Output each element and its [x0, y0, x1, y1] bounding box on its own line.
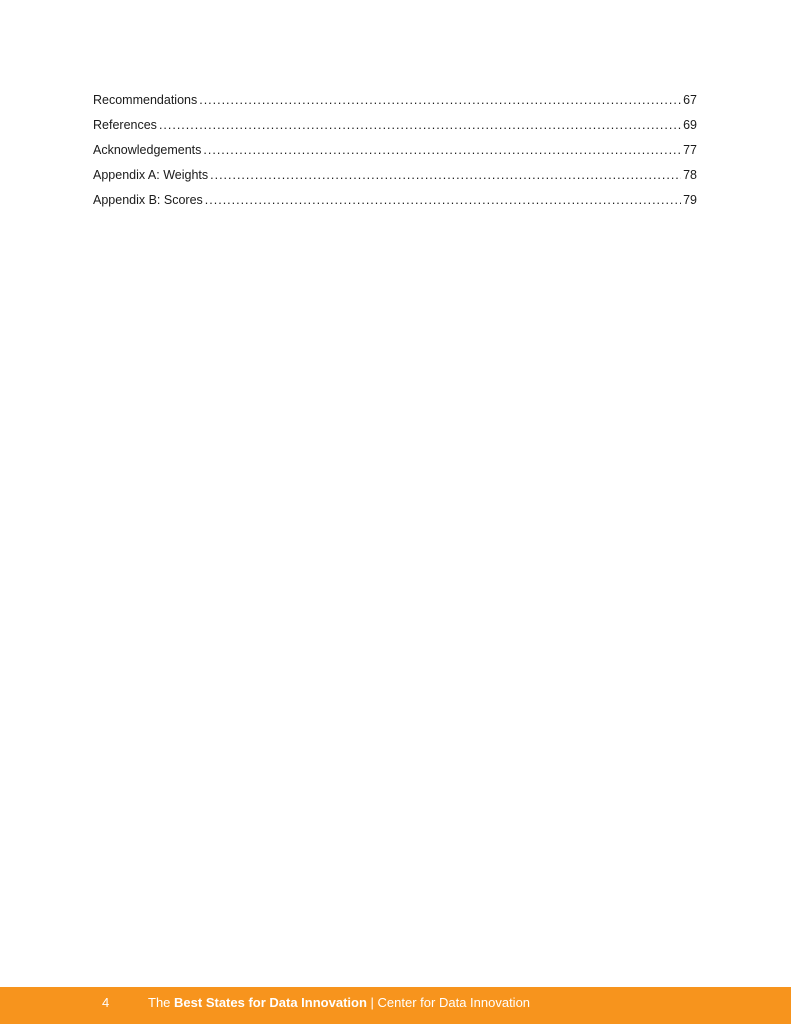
- toc-entry-page: 69: [683, 118, 697, 132]
- toc-entry-page: 79: [683, 193, 697, 207]
- page-footer: [0, 987, 791, 1024]
- toc-dot-leader: [199, 91, 681, 109]
- toc-entry-label: Recommendations: [93, 93, 198, 107]
- toc-entry-page: 77: [683, 143, 697, 157]
- toc-entry-acknowledgements[interactable]: [93, 141, 697, 166]
- toc-dot-leader: [159, 116, 681, 134]
- toc-entry-label: Acknowledgements: [93, 143, 202, 157]
- toc-dot-leader: [210, 166, 681, 184]
- toc-dot-leader: [205, 191, 681, 209]
- footer-page-number: 4: [102, 995, 110, 1010]
- toc-entry-page: 67: [683, 93, 697, 107]
- toc-entry-label: References: [93, 118, 157, 132]
- footer-title-bold: Best States for Data Innovation: [174, 995, 367, 1010]
- toc-entry-recommendations[interactable]: [93, 91, 697, 116]
- footer-separator: |: [370, 995, 374, 1010]
- toc-entry-label: Appendix B: Scores: [93, 193, 203, 207]
- footer-org-name: Center for Data Innovation: [377, 995, 531, 1010]
- toc-entry-appendix-a[interactable]: [93, 166, 697, 191]
- toc-entry-label: Appendix A: Weights: [93, 168, 209, 182]
- footer-document-title: [148, 995, 530, 1011]
- toc-entry-appendix-b[interactable]: [93, 191, 697, 216]
- toc-entry-page: 78: [683, 168, 697, 182]
- table-of-contents: [93, 91, 697, 216]
- toc-entry-references[interactable]: [93, 116, 697, 141]
- toc-dot-leader: [203, 141, 681, 159]
- footer-title-prefix: The: [148, 995, 171, 1010]
